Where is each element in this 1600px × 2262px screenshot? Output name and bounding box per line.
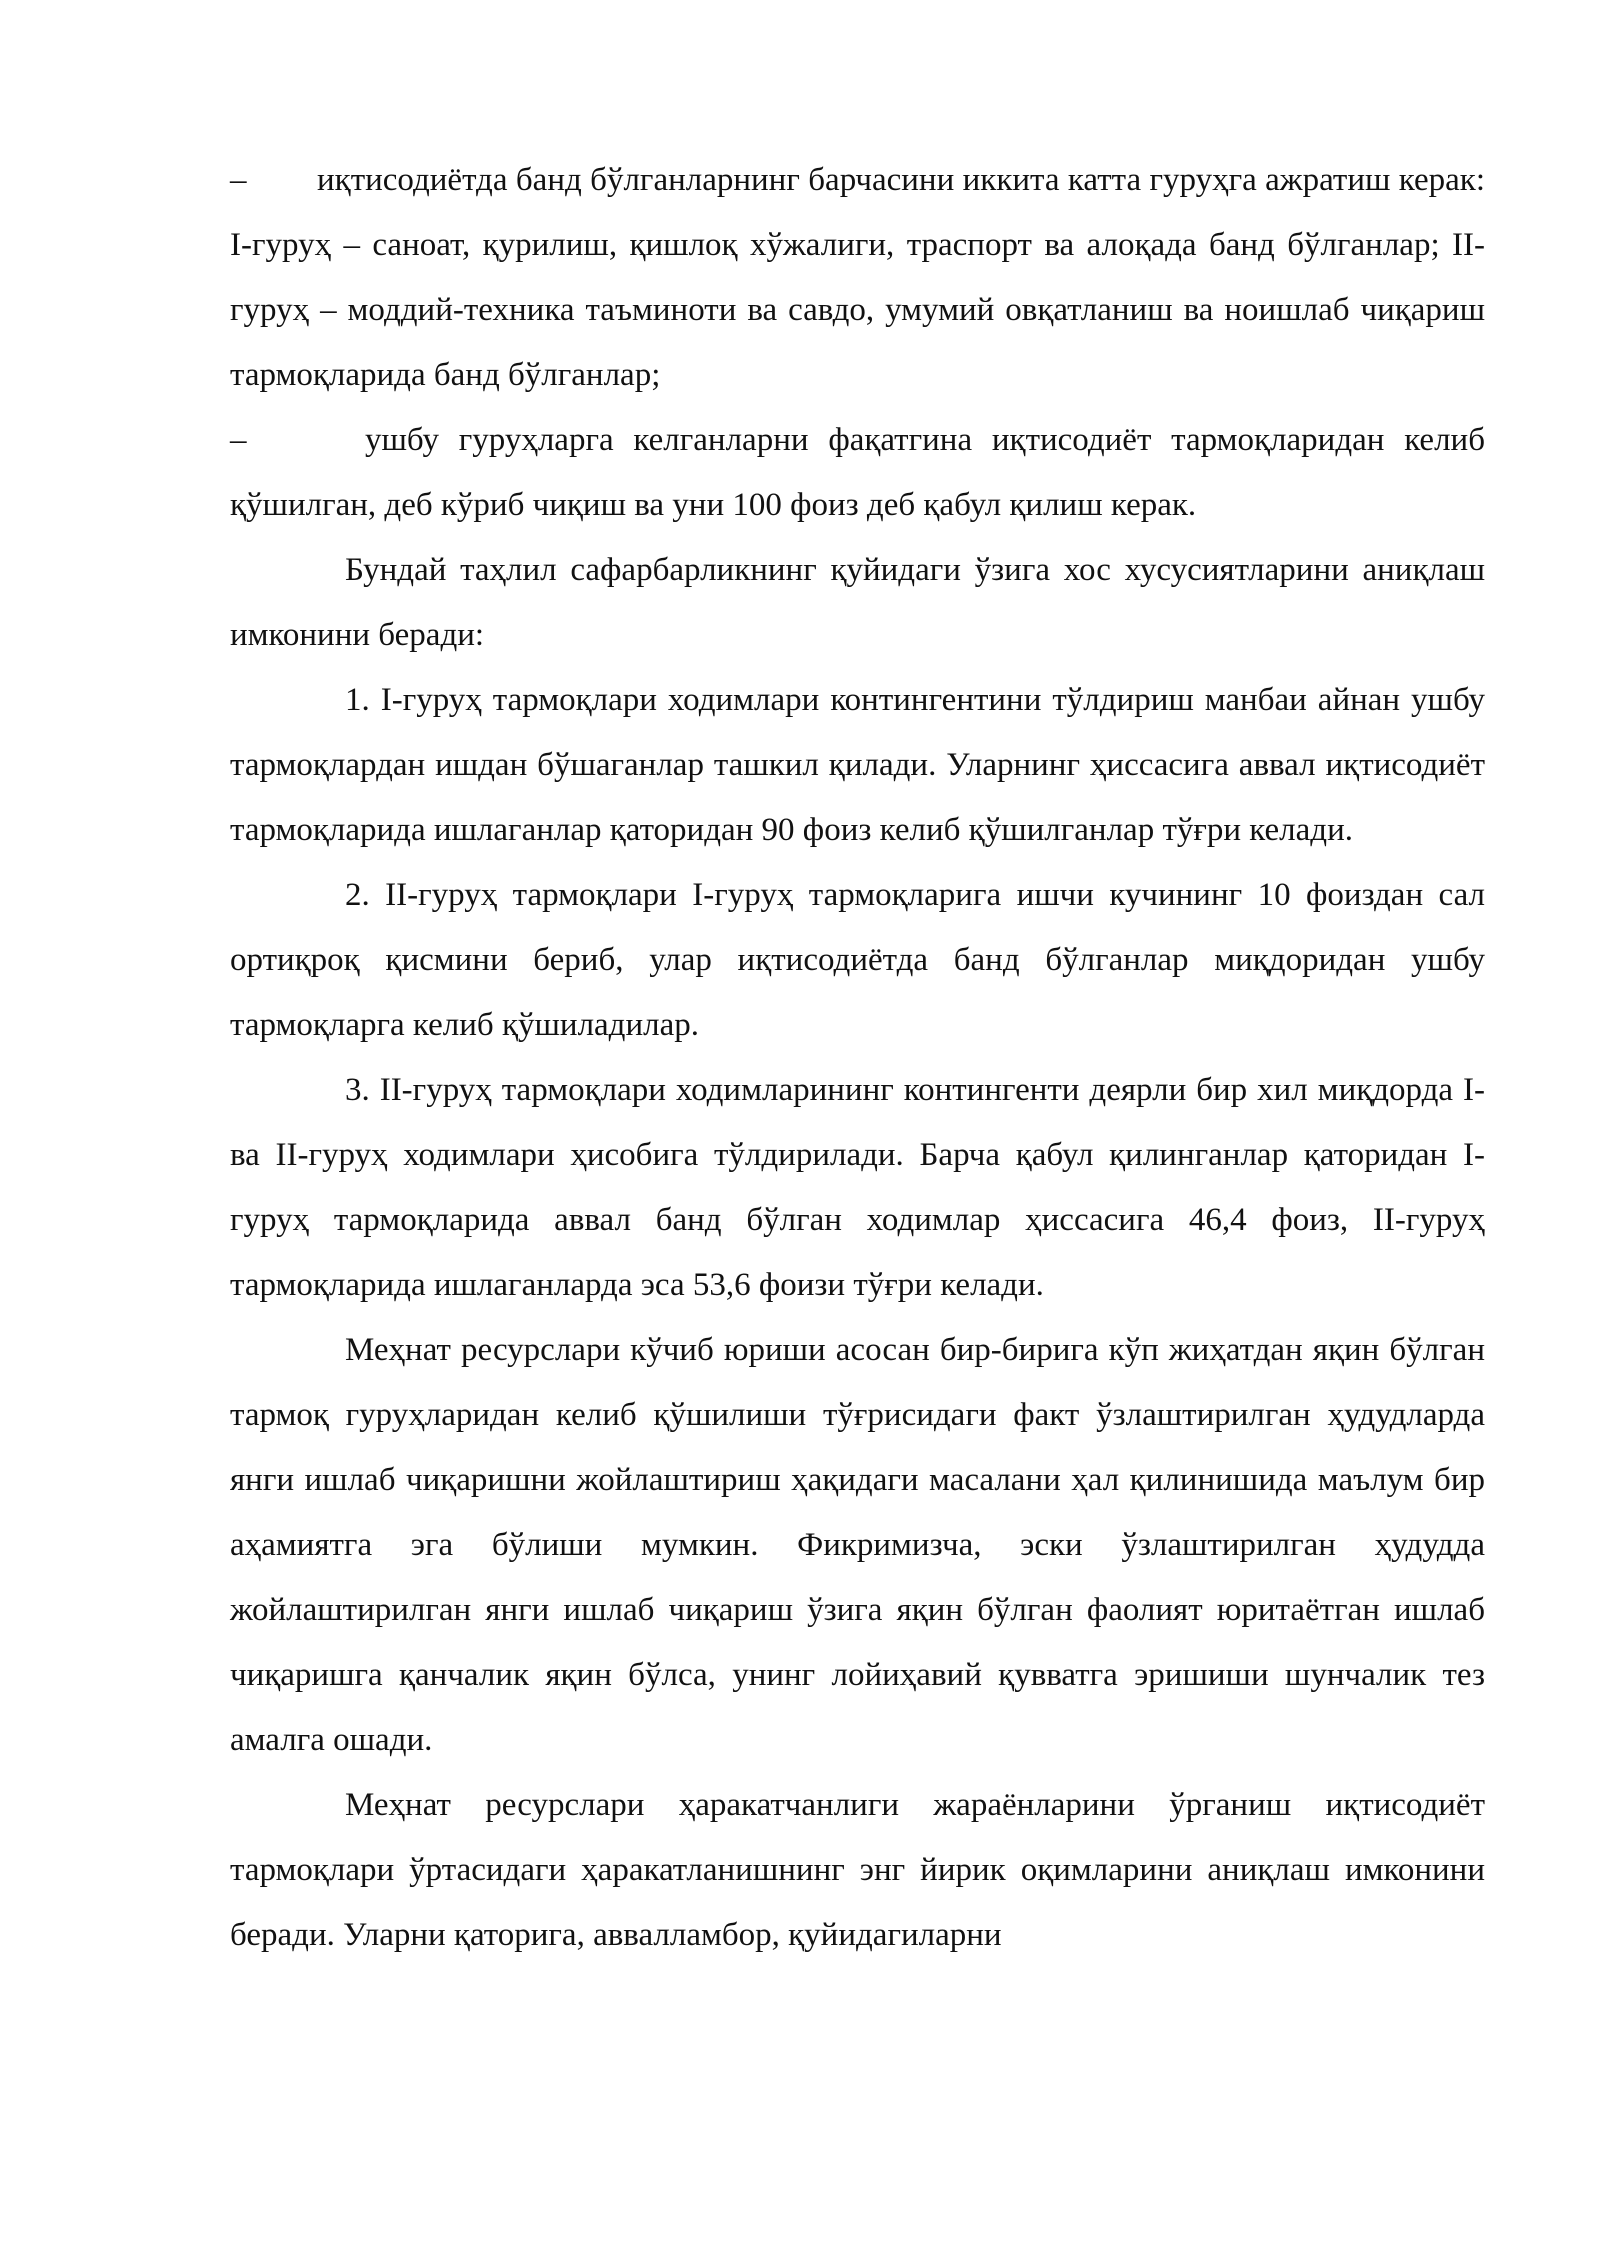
dash-marker: – <box>230 422 247 458</box>
paragraph: Меҳнат ресурслари кўчиб юриши асосан бир-бирига кўп жиҳатдан яқин бўлган тармоқ гуруҳларидан келиб қўшилиши тўғрисидаги факт ўзлаштирилган ҳудудларда янги ишлаб чиқаришни жойлаштириш ҳақидаги масалани ҳал қилинишида маълум бир аҳамиятга эга бўлиши мумкин. Фикримизча, эски ўзлаштирилган ҳудудда жойлаштирилган янги ишлаб чиқариш ўзига яқин бўлган фаолият юритаётган ишлаб чиқаришга қанчалик яқин бўлса, унинг лойиҳавий қувватга эришиши шунчалик тез амалга ошади. <box>230 1332 1485 1758</box>
numbered-item: 2. II-гуруҳ тармоқлари I-гуруҳ тармоқларига ишчи кучининг 10 фоиздан сал ортиқроқ қисмини бериб, улар иқтисодиётда банд бўлганлар миқдоридан ушбу тармоқларга келиб қўшиладилар. <box>230 877 1485 1043</box>
dash-marker: – <box>230 162 247 198</box>
dash-item-text: иқтисодиётда банд бўлганларнинг барчасини иккита катта гуруҳга ажратиш керак: I-гуруҳ – саноат, қурилиш, қишлоқ хўжалиги, траспорт ва алоқада банд бўлганлар; II-гуруҳ – моддий-техника таъминоти ва савдо, умумий овқатланиш ва ноишлаб чиқариш тармоқларида банд бўлганлар; <box>230 162 1485 393</box>
paragraph: Бундай таҳлил сафарбарликнинг қуйидаги ўзига хос хусусиятларини аниқлаш имконини беради: <box>230 552 1485 653</box>
document-body <box>230 148 1485 1968</box>
dash-item-text: ушбу гуруҳларга келганларни фақатгина иқтисодиёт тармоқларидан келиб қўшилган, деб кўриб чиқиш ва уни 100 фоиз деб қабул қилиш керак. <box>230 422 1485 523</box>
numbered-item: 1. I-гуруҳ тармоқлари ходимлари контингентини тўлдириш манбаи айнан ушбу тармоқлардан ишдан бўшаганлар ташкил қилади. Уларнинг ҳиссасига аввал иқтисодиёт тармоқларида ишлаганлар қаторидан 90 фоиз келиб қўшилганлар тўғри келади. <box>230 682 1485 848</box>
paragraph: Меҳнат ресурслари ҳаракатчанлиги жараёнларини ўрганиш иқтисодиёт тармоқлари ўртасидаги ҳаракатланишнинг энг йирик оқимларини аниқлаш имконини беради. Уларни қаторига, аввалламбор, қуйидагиларни <box>230 1787 1485 1953</box>
dash-list-item <box>230 148 1485 408</box>
dash-list-item <box>230 408 1485 538</box>
numbered-item: 3. II-гуруҳ тармоқлари ходимларининг контингенти деярли бир хил миқдорда I- ва II-гуруҳ ходимлари ҳисобига тўлдирилади. Барча қабул қилинганлар қаторидан I-гуруҳ тармоқларида аввал банд бўлган ходимлар ҳиссасига 46,4 фоиз, II-гуруҳ тармоқларида ишлаганларда эса 53,6 фоизи тўғри келади. <box>230 1072 1485 1303</box>
